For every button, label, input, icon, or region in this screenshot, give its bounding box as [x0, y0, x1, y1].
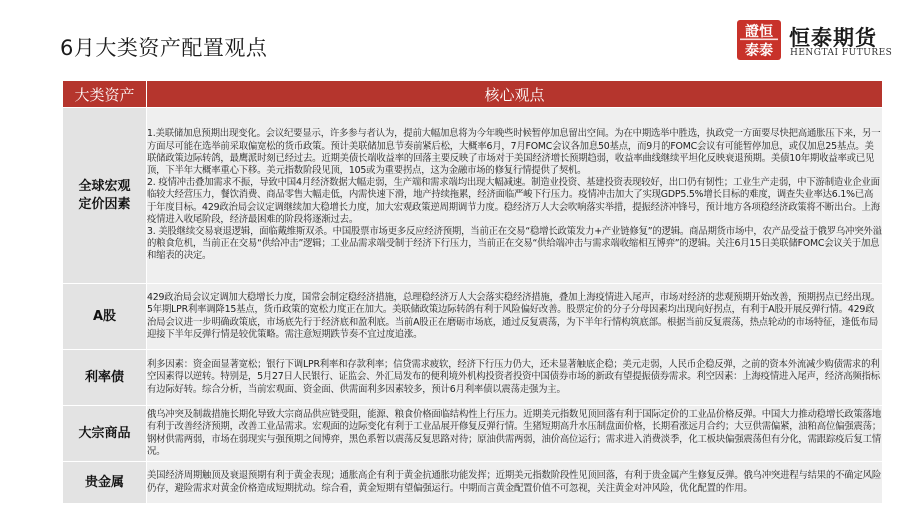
- table-row: [63, 108, 883, 284]
- core-view-cell: [147, 406, 883, 462]
- asset-category: [63, 350, 147, 406]
- asset-category: [63, 284, 147, 350]
- view-paragraph: 1.美联储加息预期出现变化。会议纪要显示，许多参与者认为，提前大幅加息将为今年晚些时候暂停加息留出空间。为在中期选举中胜选，执政党一方面要尽快把高通胀压下来，另一方面尽可能在选举前采取偏宽松的货币政策。预计美联储加息节奏前紧后松，大概率6月，7月FOMC会议各加息50基点，而9月的FOMC会议有可能暂停加息，或仅加息25基点。美联储政策边际转鸽，最鹰派时刻已经过去。近期美债长端收益率的回落主要反映了市场对于美国经济增长预期趋弱，收益率曲线继续平坦化反映衰退预期。美债10年期收益率或已见顶，下半年大概率重心下移。美元指数阶段见顶，105或为重要拐点，这为金融市场的修复行情提供了契机。: [147, 128, 881, 176]
- view-paragraph: 俄乌冲突及制裁措施长期化导致大宗商品供应链受阻，能源、粮食价格面临结构性上行压力。近期美元指数见顶回落有利于国际定价的工业品价格反弹。中国大力推动稳增长政策落地有利于改善经济预期，改善工业品需求。宏观面的边际变化有利于工业品展开修复反弹行情。生猪短期高升水压制盘面价格，长期看涨远月合约；大豆供需偏紧，油粕高位偏强震荡；钢材供需两弱，市场在弱现实与强预期之间博弈，黑色系暂以震荡反复思路对待；原油供需两弱，油价高位运行；需求进入消费淡季，化工板块偏强震荡但有分化，需跟踪疫后复工情况。: [147, 409, 882, 457]
- core-view-cell: [147, 462, 883, 504]
- table-row: [63, 406, 883, 462]
- table-row: [63, 284, 883, 350]
- asset-category: [63, 406, 147, 462]
- table-row: [63, 462, 883, 504]
- header-core-view: 核心观点: [147, 81, 883, 108]
- logo-mark-top: 證恒: [745, 24, 773, 40]
- view-paragraph: 美国经济周期触顶及衰退预期有利于黄金表现；通胀高企有利于黄金抗通胀功能发挥；近期美元指数阶段性见顶回落，有利于贵金属产生修复反弹。俄乌冲突进程与结果的不确定风险仍存，避险需求对黄金价格造成短期扰动。综合看，黄金短期有望偏强运行。中期而言黄金配置价值不可忽视，关注黄金对冲风险，优化配置的作用。: [147, 470, 882, 494]
- logo-name-en: HENGTAI FUTURES: [790, 48, 893, 58]
- page-title: 6月大类资产配置观点: [60, 36, 268, 60]
- category-label: 大宗商品: [78, 425, 131, 441]
- logo-mark-bottom: 泰泰: [745, 43, 773, 59]
- view-paragraph: 2. 疫情冲击叠加需求不振，导致中国4月经济数据大幅走弱，生产端和需求端均出现大幅减速。制造业投资、基建投资表现较好，出口仍有韧性；工业生产走弱，中下游制造业企业面临较大经营压力，餐饮消费、商品零售大幅走低，内需快速下滑，地产持续拖累，经济面临严峻下行压力。疫情冲击加大了实现GDP5.5%增长目标的难度，调查失业率达6.1%已高于年度目标。429政治局会议定调继续加大稳增长力度，加大宏观政策逆周期调节力度。稳经济万人大会吹响落实举措，提振经济冲锋号，预计地方各项稳经济政策将不断出台。上海疫情进入收尾阶段，经济最困难的阶段将逐渐过去。: [147, 177, 880, 225]
- view-paragraph: 3. 美股继续交易衰退逻辑，面临戴维斯双杀。中国股票市场更多反应经济预期，当前正在交易“稳增长政策发力+产业链修复”的逻辑。商品期货市场中，农产品受益于俄罗乌冲突外溢的粮食危机，当前正在交易“供给冲击”逻辑；工业品需求端受制于经济下行压力，当前正在交易“供给端冲击与需求端收缩相互博弈”的逻辑。关注6月15日美联储FOMC会议关于加息和缩表的决定。: [147, 226, 882, 262]
- view-paragraph: 429政治局会议定调加大稳增长力度，国常会制定稳经济措施，总理稳经济万人大会落实稳经济措施，叠加上海疫情进入尾声，市场对经济的悲观预期开始改善，预期拐点已经出现。5年期LPR利率调降15基点，货币政策的宽松力度正在加大。美联储政策边际转鸽有利于风险偏好改善。股票定价的分子分母因素均出现向好拐点，有利于A股开展反弹行情。429政治局会议进一步明确政策底，市场底先行于经济底和盈利底。当前A股正在磨砺市场底，通过反复震荡，为下半年行情构筑底部。根据当前反复震荡，热点轮动的市场特征，逢低布局迎接下半年反弹行情是较优策略。需注意短期跌节奏不宜过度追涨。: [147, 292, 880, 340]
- core-view-cell: [147, 284, 883, 350]
- table-header-row: [63, 81, 883, 108]
- category-label: 全球宏观 定价因素: [78, 178, 131, 212]
- core-view-cell: [147, 108, 883, 284]
- table-row: [63, 350, 883, 406]
- view-paragraph: 利多因素：资金面显著宽松；银行下调LPR利率和存款利率；信贷需求疲软，经济下行压力仍大，还未显著触底企稳；美元走弱，人民币企稳反弹，之前的资本外流减少购债需求的利空因素得以逆转。特别是，5月27日人民银行、证监会、外汇局发布的便利境外机构投资者投资中国债券市场的新政有望提振债券需求。利空因素：上海疫情进入尾声，经济高频指标有边际好转。综合分析，当前宏观面、资金面、供需面利多因素较多，预计6月利率债以震荡走强为主。: [147, 359, 880, 395]
- logo-name-cn: 恒泰期货: [789, 26, 877, 50]
- category-label: 贵金属: [84, 474, 124, 490]
- core-view-cell: [147, 350, 883, 406]
- category-label: A股: [92, 308, 117, 324]
- asset-allocation-table: [62, 80, 883, 504]
- asset-category: [63, 108, 147, 284]
- asset-category: [63, 462, 147, 504]
- company-logo: [737, 20, 907, 64]
- header-asset-class: 大类资产: [63, 81, 147, 108]
- category-label: 利率债: [84, 369, 124, 385]
- hengtai-logo-icon: [737, 20, 781, 60]
